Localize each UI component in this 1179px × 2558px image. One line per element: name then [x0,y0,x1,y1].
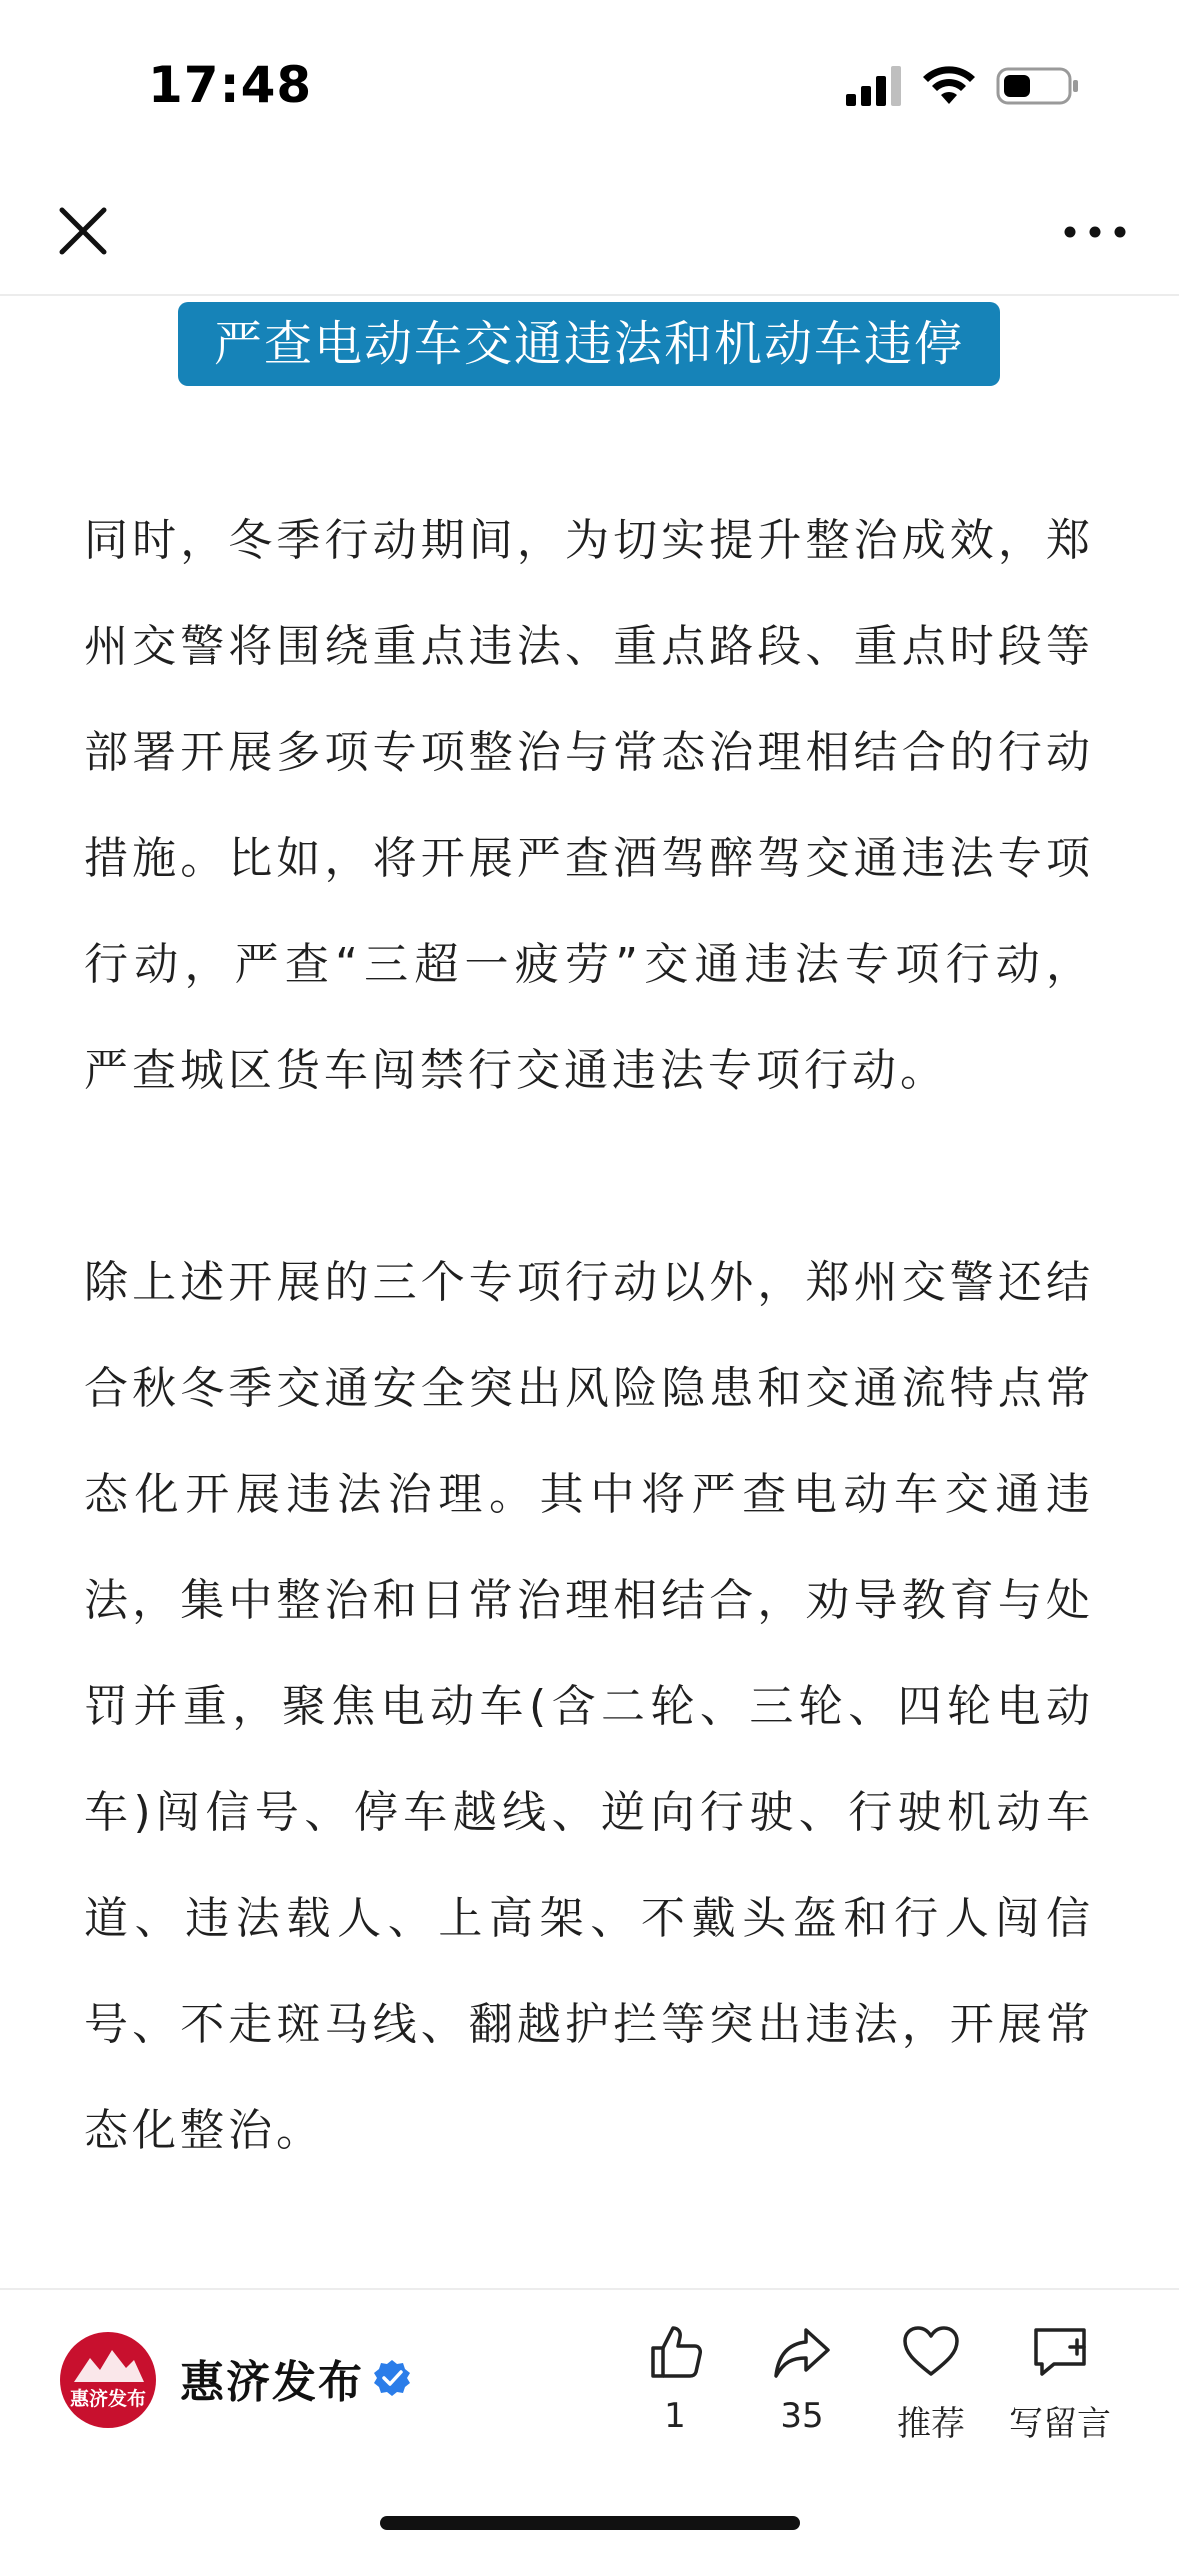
status-bar [0,0,1179,160]
close-icon[interactable] [50,198,116,264]
author-avatar[interactable] [60,2332,156,2428]
verified-badge-icon [372,2358,412,2398]
wifi-icon [922,64,976,106]
more-icon[interactable] [1060,210,1130,254]
article-paragraph: 同时，冬季行动期间，为切实提升整治成效，郑州交警将围绕重点违法、重点路段、重点时段等部署开展多项专项整治与常态治理相结合的行动措施。比如，将开展严查酒驾醉驾交通违法专项行动，严查“三超一疲劳”交通违法专项行动，严查城区货车闯禁行交通违法专项行动。 [84,515,1094,1096]
article-body [84,488,1094,2184]
heart-icon [901,2322,961,2382]
status-time: 17:48 [148,56,313,114]
share-button[interactable] [737,2322,867,2452]
thumbs-up-icon [645,2322,705,2382]
comment-label: 写留言 [1009,2404,1111,2444]
article-paragraph: 除上述开展的三个专项行动以外，郑州交警还结合秋冬季交通安全突出风险隐患和交通流特点常态化开展违法治理。其中将严查电动车交通违法，集中整治和日常治理相结合，劝导教育与处罚并重，聚焦电动车(含二轮、三轮、四轮电动车)闯信号、停车越线、逆向行驶、行驶机动车道、违法载人、上高架、不戴头盔和行人闯信号、不走斑马线、翻越护拦等突出违法，开展常态化整治。 [84,1257,1094,2156]
comment-plus-icon [1030,2322,1090,2382]
recommend-label: 推荐 [897,2404,965,2444]
avatar-mountain-icon [60,2332,156,2428]
like-count: 1 [664,2396,686,2436]
comment-button[interactable] [995,2322,1125,2452]
like-button[interactable] [610,2322,740,2452]
section-title-banner: 严查电动车交通违法和机动车违停 [178,302,1000,386]
battery-icon [996,66,1080,106]
home-indicator[interactable] [380,2516,800,2530]
recommend-button[interactable] [866,2322,996,2452]
author-name[interactable]: 惠济发布 [180,2357,364,2408]
top-nav-bar [0,160,1179,296]
cellular-signal-icon [846,66,902,106]
avatar-logo-text: 惠济发布 [69,2388,146,2410]
share-arrow-icon [772,2322,832,2382]
bottom-action-bar [0,2288,1179,2558]
share-count: 35 [780,2396,824,2436]
